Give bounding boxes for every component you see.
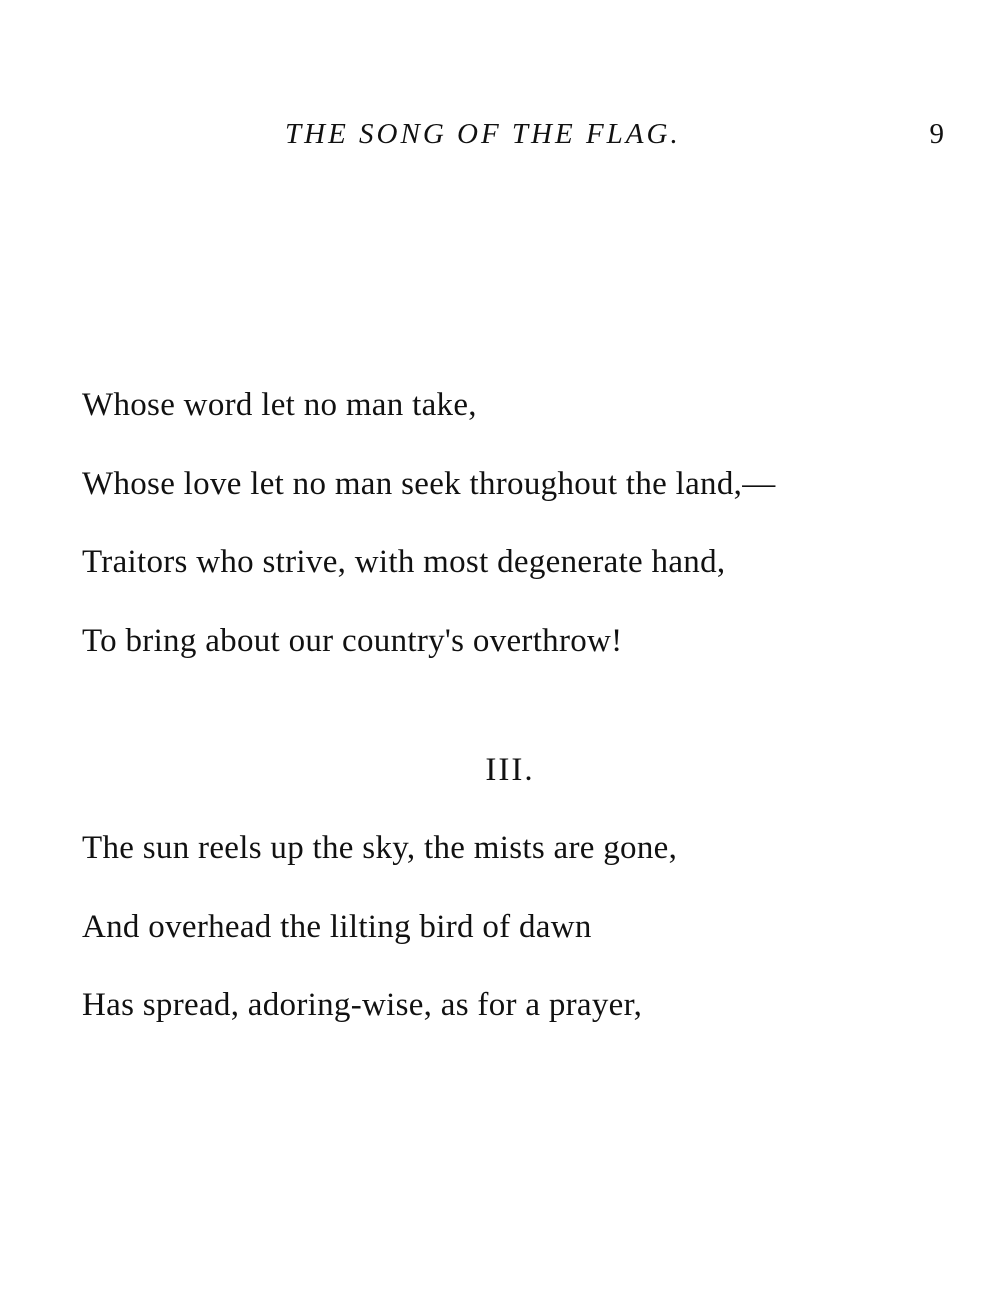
verse-line: Traitors who strive, with most degenerate hand, <box>82 544 726 580</box>
verse-line: To bring about our country's overthrow! <box>82 622 623 659</box>
verse-line: And overhead the lilting bird of dawn <box>82 908 592 945</box>
running-title: THE SONG OF THE FLAG. <box>285 118 681 150</box>
page-number: 9 <box>929 118 944 150</box>
verse-line: Whose love let no man seek throughout the land,— <box>82 465 776 502</box>
section-heading: III. <box>485 752 535 788</box>
stanza-2 <box>82 829 962 1065</box>
stanza-1 <box>82 386 962 700</box>
verse-line: Whose word let no man take, <box>82 387 477 423</box>
verse-line: The sun reels up the sky, the mists are gone, <box>82 830 678 866</box>
verse-line: Has spread, adoring-wise, as for a prayer, <box>82 987 643 1023</box>
running-head <box>0 118 1000 158</box>
